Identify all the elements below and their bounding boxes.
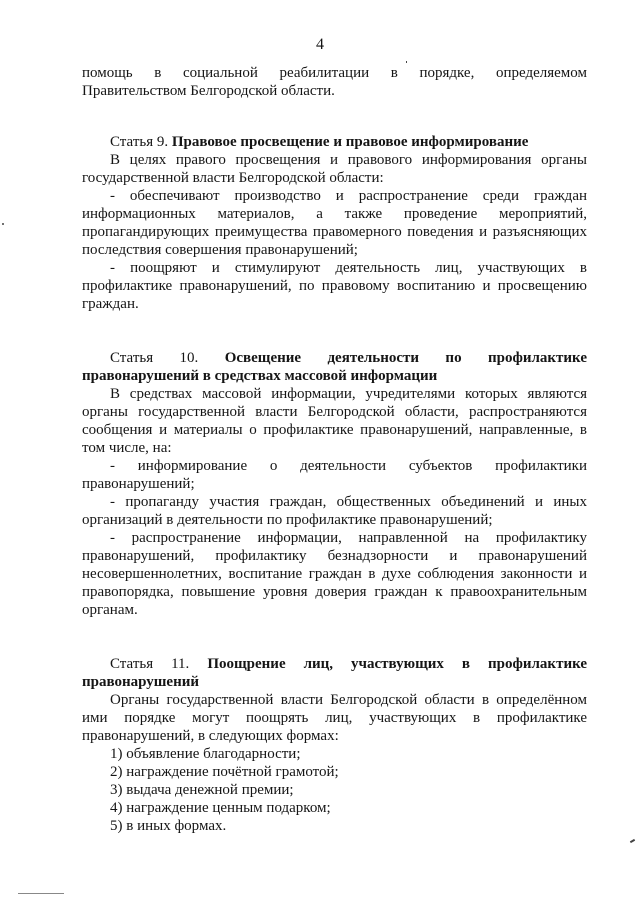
spacer <box>82 619 587 655</box>
scan-speck <box>406 61 407 63</box>
list-item: 4) награждение ценным подарком; <box>110 800 331 816</box>
spacer <box>82 313 587 349</box>
article-10 <box>82 349 587 619</box>
article-paragraph: В средствах массовой информации, учредителями которых являются органы государственной власти Белгородской области, распространяются сообщения и материалы о профилактике правонарушений, направленные, в том числе, на: <box>82 386 587 456</box>
list-item: 5) в иных формах. <box>110 818 227 834</box>
article-9 <box>82 133 587 313</box>
intro-paragraph: помощь в социальной реабилитации в порядке, определяемом Правительством Белгородской области. <box>82 65 587 99</box>
document-body <box>82 64 587 835</box>
list-paragraph: - распространение информации, направленной на профилактику правонарушений, профилактику безнадзорности и правонарушений несовершеннолетних, воспитание граждан в духе соблюдения законности и правопорядка, повышение уровня доверия граждан к правоохранительным органам. <box>82 530 587 618</box>
page-number: 4 <box>316 36 324 53</box>
article-number: Статья 10. <box>110 350 199 366</box>
article-paragraph: Органы государственной власти Белгородской области в определённом ими порядке могут поощрять лиц, участвующих в профилактике правонарушений, в следующих формах: <box>82 692 587 744</box>
spacer <box>82 100 587 133</box>
list-item: 2) награждение почётной грамотой; <box>110 764 339 780</box>
article-number: Статья 11. <box>110 656 190 672</box>
article-title: Правовое просвещение и правовое информирование <box>171 134 529 150</box>
article-title: Поощрение лиц, участвующих в профилактике правонарушений <box>82 656 588 690</box>
scan-edge-line <box>18 893 64 894</box>
list-item: 3) выдача денежной премии; <box>110 782 294 798</box>
scan-mark <box>630 839 635 843</box>
article-number: Статья 9. <box>110 134 169 150</box>
list-item: 1) объявление благодарности; <box>110 746 301 762</box>
article-paragraph: В целях правого просвещения и правового информирования органы государственной власти Белгородской области: <box>82 152 587 186</box>
list-paragraph: - поощряют и стимулируют деятельность лиц, участвующих в профилактике правонарушений, по правовому воспитанию и просвещению граждан. <box>82 260 587 312</box>
article-title: Освещение деятельности по профилактике правонарушений в средствах массовой информации <box>82 350 587 384</box>
scan-speck <box>2 223 4 225</box>
list-paragraph: - обеспечивают производство и распространение среди граждан информационных материалов, а также проведение мероприятий, пропагандирующих преимущества правомерного поведения и разъясняющих последствия совершения правонарушений; <box>82 188 587 258</box>
article-heading <box>82 349 587 385</box>
article-heading <box>82 133 587 151</box>
list-paragraph: - пропаганду участия граждан, общественных объединений и иных организаций в деятельности по профилактике правонарушений; <box>82 494 587 528</box>
article-11 <box>82 655 587 835</box>
article-heading <box>82 655 587 691</box>
list-paragraph: - информирование о деятельности субъектов профилактики правонарушений; <box>82 458 587 492</box>
